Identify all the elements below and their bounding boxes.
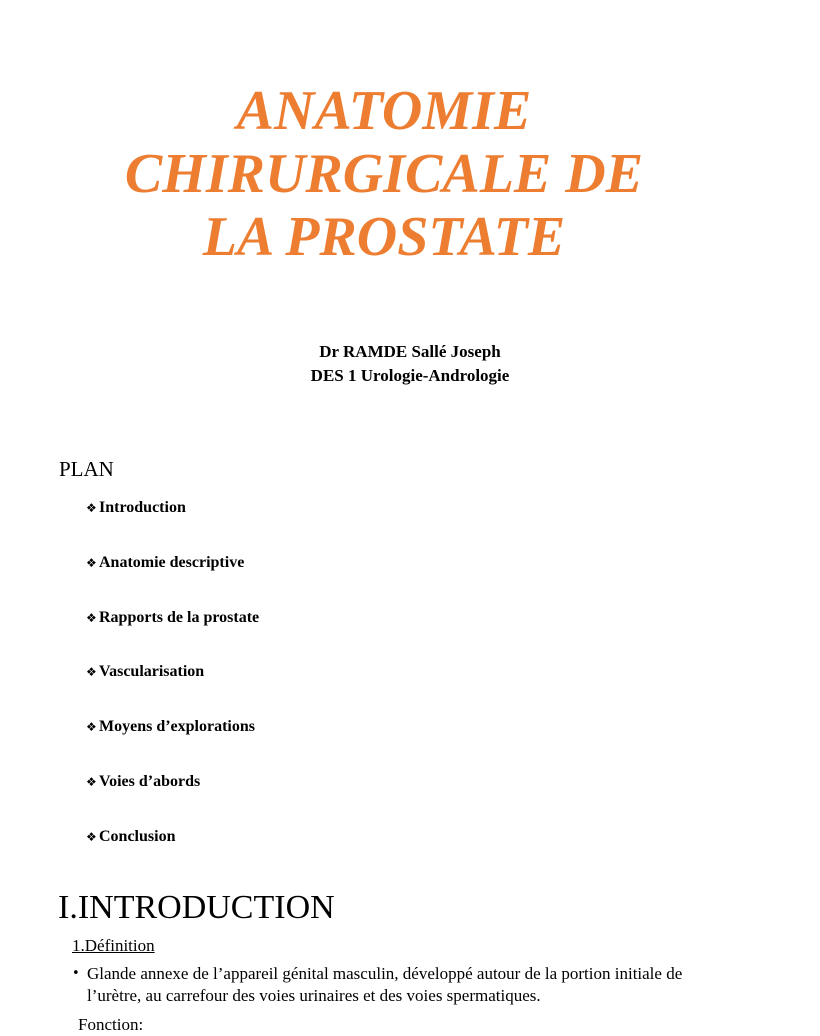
plan-item-voies-abords xyxy=(86,770,259,825)
plan-heading: PLAN xyxy=(59,457,114,481)
title-line-2: CHIRURGICALE DE xyxy=(124,143,644,205)
author-name: Dr RAMDE Sallé Joseph xyxy=(319,342,501,361)
diamond-bullet-icon: ❖ xyxy=(86,610,97,625)
bullet-dot-icon: • xyxy=(72,966,80,981)
title-line-1: ANATOMIE xyxy=(236,80,532,142)
section-heading: I.INTRODUCTION xyxy=(58,889,335,926)
plan-item-label: Voies d’abords xyxy=(99,772,201,790)
plan-item-moyens-explorations xyxy=(86,715,259,770)
definition-text: Glande annexe de l’appareil génital masculin, développé autour de la portion initiale de l’urètre, au carrefour des voies urinaires et des voies spermatiques. xyxy=(87,964,683,1005)
author-block xyxy=(0,340,820,388)
title-line-3: LA PROSTATE xyxy=(202,206,566,268)
diamond-bullet-icon: ❖ xyxy=(86,555,97,570)
plan-item-label: Rapports de la prostate xyxy=(99,608,260,626)
plan-item-conclusion xyxy=(86,825,259,880)
document-title xyxy=(0,80,768,269)
plan-item-label: Conclusion xyxy=(99,827,176,845)
diamond-bullet-icon: ❖ xyxy=(86,501,97,515)
function-label: Fonction: xyxy=(78,1015,144,1034)
author-role: DES 1 Urologie-Andrologie xyxy=(310,366,510,385)
subsection-heading: 1.Définition xyxy=(72,936,155,955)
diamond-bullet-icon: ❖ xyxy=(86,829,97,844)
plan-item-label: Introduction xyxy=(99,499,186,516)
diamond-bullet-icon: ❖ xyxy=(86,720,97,735)
plan-list xyxy=(86,496,259,880)
definition-bullet xyxy=(72,963,712,1007)
plan-item-anatomie-descriptive xyxy=(86,551,259,606)
plan-item-label: Moyens d’explorations xyxy=(99,718,255,736)
plan-item-label: Anatomie descriptive xyxy=(99,553,245,571)
plan-item-label: Vascularisation xyxy=(99,663,205,681)
plan-item-vascularisation xyxy=(86,660,259,715)
diamond-bullet-icon: ❖ xyxy=(86,665,97,680)
plan-item-introduction xyxy=(86,496,259,551)
diamond-bullet-icon: ❖ xyxy=(86,774,97,789)
plan-item-rapports xyxy=(86,606,259,661)
